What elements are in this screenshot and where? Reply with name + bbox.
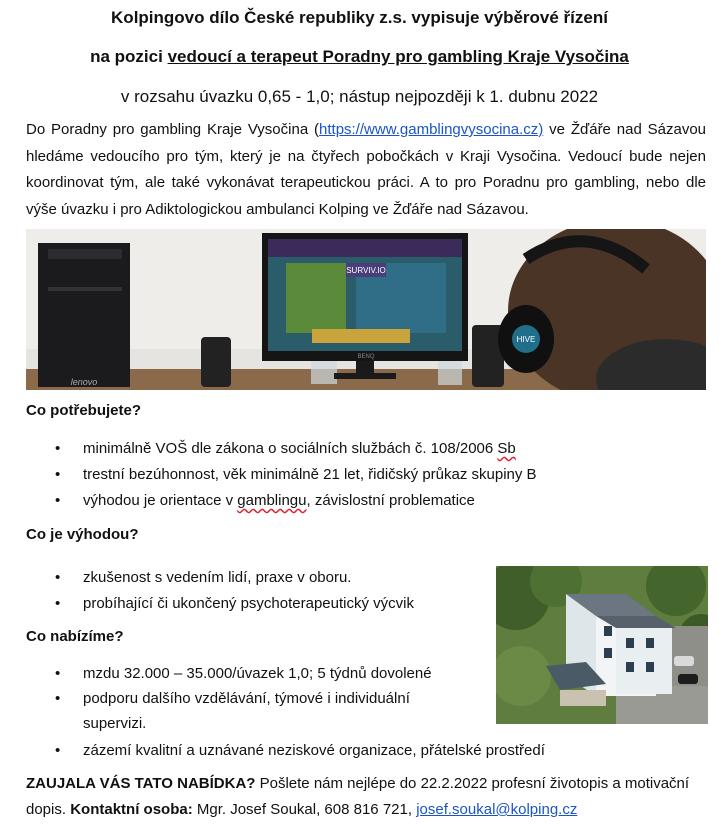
position-name: vedoucí a terapeut Poradny pro gambling Kraje Vysočina — [167, 47, 629, 66]
heading-advantage: Co je výhodou? — [26, 526, 139, 543]
heading-offer: Co nabízíme? — [26, 628, 124, 645]
gaming-photo — [26, 229, 706, 390]
bullet-icon: • — [55, 569, 61, 586]
contact-paragraph: ZAUJALA VÁS TATO NABÍDKA? Pošlete nám nejlépe do 22.2.2022 profesní životopis a motivační dopis. Kontaktní osoba: Mgr. Josef Soukal, 608 816 721, josef.soukal@kolping.cz — [26, 775, 690, 818]
bullet-icon: • — [55, 440, 61, 457]
game-title-label: SURVIV.IO — [346, 266, 386, 275]
title-line-2: na pozici vedoucí a terapeut Poradny pro gambling Kraje Vysočina — [90, 47, 629, 66]
intro-paragraph: Do Poradny pro gambling Kraje Vysočina (https://www.gamblingvysocina.cz) ve Žďáře nad Sázavou hledáme vedoucího pro tým, který je na čtyřech pobočkách v Kraji Vysočina. Vedoucí bude nejen koordinovat tým, ale také vykonávat terapeutickou práci. A to pro Poradnu pro gambling, nebo dle výše úvazku i pro Adiktologickou ambulanci Kolping ve Žďáře nad Sázavou. — [26, 121, 707, 218]
title-line-3: v rozsahu úvazku 0,65 - 1,0; nástup nejpozději k 1. dubnu 2022 — [120, 87, 599, 106]
headphones-brand-label: HIVE — [516, 335, 536, 344]
bullet-icon: • — [55, 466, 61, 483]
heading-needs: Co potřebujete? — [26, 402, 141, 419]
email-link[interactable]: josef.soukal@kolping.cz — [416, 801, 578, 818]
building-photo — [496, 566, 708, 724]
pc-brand-label: lenovo — [70, 377, 98, 387]
bullet-icon: • — [55, 690, 61, 707]
bullet-icon: • — [55, 742, 61, 759]
bullet-icon: • — [55, 492, 61, 509]
title-line-1: Kolpingovo dílo České republiky z.s. vypisuje výběrové řízení — [111, 8, 608, 27]
bullet-icon: • — [55, 665, 61, 682]
monitor-brand-label: BENQ — [357, 354, 375, 360]
website-link[interactable]: https://www.gamblingvysocina.cz) — [319, 121, 544, 138]
bullet-icon: • — [55, 595, 61, 612]
